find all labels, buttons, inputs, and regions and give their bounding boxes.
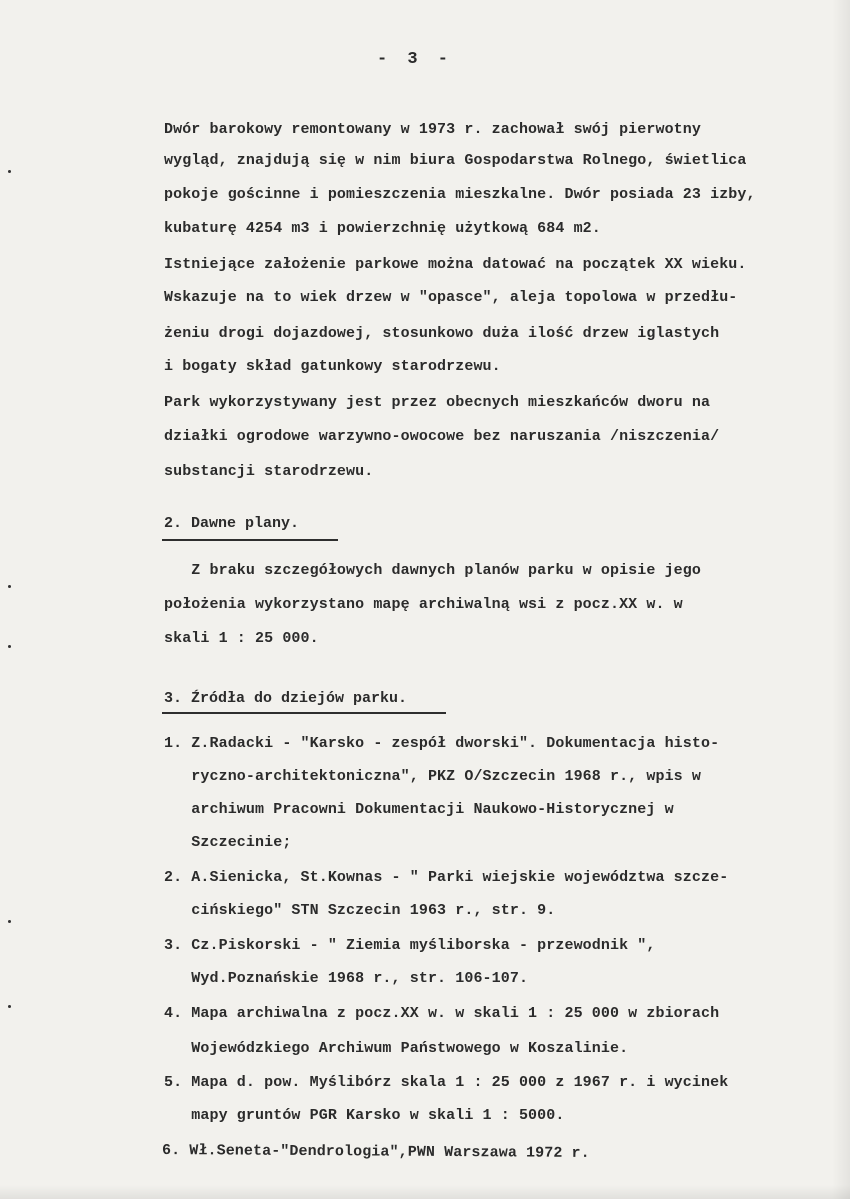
heading-underline <box>162 712 446 714</box>
text-line: Istniejące założenie parkowe można datować na początek XX wieku. <box>164 256 747 273</box>
list-item-line: 3. Cz.Piskorski - " Ziemia myśliborska - przewodnik ", <box>164 937 656 954</box>
text-line: położenia wykorzystano mapę archiwalną wsi z pocz.XX w. w <box>164 596 683 613</box>
list-item-line: cińskiego" STN Szczecin 1963 r., str. 9. <box>164 902 556 919</box>
heading-underline <box>162 539 338 541</box>
page-number: - 3 - <box>376 50 453 69</box>
text-line: Dwór barokowy remontowany w 1973 r. zachował swój pierwotny <box>164 121 701 138</box>
text-line: Wskazuje na to wiek drzew w "opasce", aleja topolowa w przedłu- <box>164 289 738 306</box>
text-line: Z braku szczegółowych dawnych planów parku w opisie jego <box>164 562 701 579</box>
margin-mark <box>8 920 11 923</box>
text-line: Park wykorzystywany jest przez obecnych mieszkańców dworu na <box>164 394 711 411</box>
list-item-line: 2. A.Sienicka, St.Kownas - " Parki wiejskie województwa szcze- <box>164 869 729 886</box>
text-line: wygląd, znajdują się w nim biura Gospodarstwa Rolnego, świetlica <box>164 152 747 169</box>
margin-mark <box>8 645 11 648</box>
margin-mark <box>8 1005 11 1008</box>
text-line: substancji starodrzewu. <box>164 463 374 480</box>
text-line: kubaturę 4254 m3 i powierzchnię użytkową 684 m2. <box>164 220 601 237</box>
list-item-line: ryczno-architektoniczna", PKZ O/Szczecin 1968 r., wpis w <box>164 768 701 785</box>
list-item-line: 5. Mapa d. pow. Myślibórz skala 1 : 25 000 z 1967 r. i wycinek <box>164 1074 729 1091</box>
list-item-line: 4. Mapa archiwalna z pocz.XX w. w skali 1 : 25 000 w zbiorach <box>164 1005 720 1022</box>
text-line: żeniu drogi dojazdowej, stosunkowo duża ilość drzew iglastych <box>164 325 720 342</box>
text-line: działki ogrodowe warzywno-owocowe bez naruszania /niszczenia/ <box>164 428 720 445</box>
list-item-line: Wyd.Poznańskie 1968 r., str. 106-107. <box>164 970 529 987</box>
list-item-line: Szczecinie; <box>164 834 292 851</box>
list-item-line: 1. Z.Radacki - "Karsko - zespół dworski". Dokumentacja histo- <box>164 735 720 752</box>
page-bottom-shadow <box>0 1185 850 1199</box>
margin-mark <box>8 585 11 588</box>
list-item-line: mapy gruntów PGR Karsko w skali 1 : 5000. <box>164 1107 565 1124</box>
list-item-line: Wojewódzkiego Archiwum Państwowego w Koszalinie. <box>164 1040 629 1057</box>
section-heading-zrodla: 3. Źródła do dziejów parku. <box>164 690 408 707</box>
page-edge-shadow <box>832 0 850 1199</box>
text-line: skali 1 : 25 000. <box>164 630 319 647</box>
text-line: pokoje gościnne i pomieszczenia mieszkalne. Dwór posiada 23 izby, <box>164 186 756 203</box>
section-heading-dawne-plany: 2. Dawne plany. <box>164 515 300 532</box>
list-item-line: archiwum Pracowni Dokumentacji Naukowo-Historycznej w <box>164 801 674 818</box>
margin-mark <box>8 170 11 173</box>
text-line: i bogaty skład gatunkowy starodrzewu. <box>164 358 501 375</box>
list-item-line: 6. Wł.Seneta-"Dendrologia",PWN Warszawa 1972 r. <box>161 1142 590 1162</box>
